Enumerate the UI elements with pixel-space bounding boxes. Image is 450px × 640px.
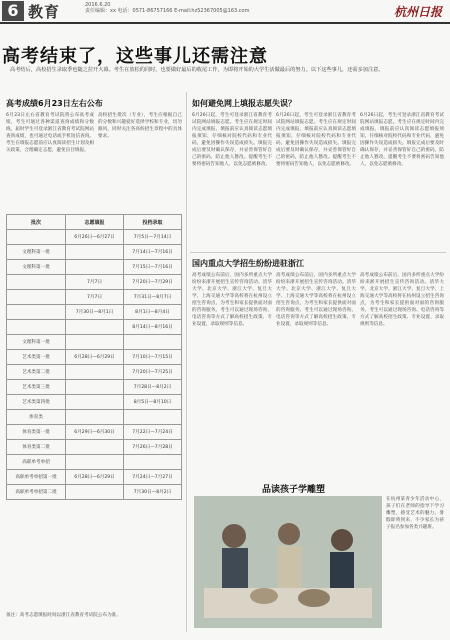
right-top-subtitle: 如何避免网上填报志愿失误？ [192, 99, 296, 108]
table-cell [66, 455, 124, 470]
table-header: 投档录取 [124, 215, 182, 230]
table-cell: 文理科第一批 [7, 335, 66, 350]
table-cell: 8月5日—8月10日 [124, 395, 182, 410]
left-body-2: 高校招生批次（专业），考生应根据自己的分数和兴趣爱好选择学校和专业，切勿跟风，同时关注各高校招生章程中的具体要求。 [98, 113, 182, 139]
editor-line: 责任编辑：xx 电话：0571-86757166 E-mail:hz52367005@163.com [85, 8, 250, 14]
table-row [7, 350, 182, 365]
table-cell [66, 380, 124, 395]
sculpture-photo [194, 496, 382, 628]
table-row [7, 290, 182, 305]
section-rule [190, 252, 446, 253]
table-row [7, 425, 182, 440]
table-cell: 7月28日—8月2日 [124, 380, 182, 395]
header-rule [0, 22, 450, 24]
table-row [7, 485, 182, 500]
table-cell: 7月7日 [66, 275, 124, 290]
table-cell [7, 230, 66, 245]
table-cell [7, 290, 66, 305]
column-divider [186, 92, 187, 632]
table-cell: 体育类第一批 [7, 425, 66, 440]
right-top-body-b: 6月26日起，考生可登录浙江省教育考试院网站填报志愿。考生应在规定时间内完成填报，填报前应认真阅读志愿填报须知，仔细核对院校代码和专业代码，避免因操作失误造成损失。填报完成后要及时确认保存，并妥善保管好自己的密码，防止他人篡改。提醒考生不要将密码告知他人，以免志愿被修改。 [276, 113, 356, 167]
photo-illustration [194, 496, 382, 628]
table-cell [124, 410, 182, 425]
right-middle-body-b: 高考成绩公布前后，国内多所重点大学纷纷来浙开展招生宣传咨询活动。清华大学、北京大学、浙江大学、复旦大学、上海交通大学等高校将在杭州设立招生咨询点，为考生和家长提供面对面的咨询服务。考生可以通过现场咨询、电话咨询等方式了解高校招生政策、专业设置、录取规则等信息。 [276, 273, 356, 327]
right-middle-subtitle: 国内重点大学招生纷纷进驻浙江 [192, 259, 304, 268]
table-cell [124, 335, 182, 350]
table-row [7, 335, 182, 350]
page-number: 6 [2, 1, 24, 21]
table-row [7, 410, 182, 425]
table-cell [66, 440, 124, 455]
table-cell: 6月28日—6月29日 [66, 350, 124, 365]
table-row [7, 245, 182, 260]
table-cell: 体育类第二批 [7, 440, 66, 455]
table-cell: 7月26日—7月28日 [124, 440, 182, 455]
lead-paragraph: 高考结后，高校招生录取季也随之拉开大幕。考生在放松的同时，也要做好最后的收尾工作，为即将开始的大学生活做最后的努力。以下这些事儿，还需多加注意。 [10, 67, 384, 73]
table-cell [66, 320, 124, 335]
photo-headline: 品读孩子学雕塑 [262, 485, 326, 495]
table-cell [66, 335, 124, 350]
table-cell: 7月15日—7月16日 [124, 260, 182, 275]
table-cell: 7月30日—8月1日 [66, 305, 124, 320]
table-cell: 7月5日—7月14日 [124, 230, 182, 245]
table-header: 志愿填报 [66, 215, 124, 230]
right-middle-body-a: 高考成绩公布前后，国内多所重点大学纷纷来浙开展招生宣传咨询活动。清华大学、北京大学、浙江大学、复旦大学、上海交通大学等高校将在杭州设立招生咨询点，为考生和家长提供面对面的咨询服务。考生可以通过现场咨询、电话咨询等方式了解高校招生政策、专业设置、录取规则等信息。 [192, 273, 272, 327]
table-cell: 7月10日—7月15日 [124, 350, 182, 365]
table-cell: 6月28日—6月29日 [66, 470, 124, 485]
table-cell [66, 365, 124, 380]
table-row [7, 440, 182, 455]
table-cell: 7月24日—7月27日 [124, 470, 182, 485]
right-middle-body-c: 高考成绩公布前后，国内多所重点大学纷纷来浙开展招生宣传咨询活动。清华大学、北京大学、浙江大学、复旦大学、上海交通大学等高校将在杭州设立招生咨询点，为考生和家长提供面对面的咨询服务。考生可以通过现场咨询、电话咨询等方式了解高校招生政策、专业设置、录取规则等信息。 [360, 273, 444, 327]
table-row [7, 275, 182, 290]
table-footnote: 备注：高考志愿填报时间以浙江省教育考试院公布为准。 [6, 613, 121, 618]
table-cell: 高职单考单招第二批 [7, 485, 66, 500]
table-cell: 艺术类第二批 [7, 365, 66, 380]
table-row [7, 470, 182, 485]
header-info [85, 2, 250, 14]
table-header-row [7, 215, 182, 230]
table-cell [7, 305, 66, 320]
table-cell: 7月31日—8月7日 [124, 290, 182, 305]
table-cell [66, 260, 124, 275]
table-cell [66, 485, 124, 500]
right-top-body-a: 6月26日起，考生可登录浙江省教育考试院网站填报志愿。考生应在规定时间内完成填报，填报前应认真阅读志愿填报须知，仔细核对院校代码和专业代码，避免因操作失误造成损失。填报完成后要及时确认保存，并妥善保管好自己的密码，防止他人篡改。提醒考生不要将密码告知他人，以免志愿被修改。 [192, 113, 272, 167]
left-subtitle: 高考成绩6月23日左右公布 [6, 99, 103, 108]
table-row [7, 305, 182, 320]
table-cell: 高职单考单招 [7, 455, 66, 470]
table-cell: 6月29日—6月30日 [66, 425, 124, 440]
table-cell: 7月20日—7月29日 [124, 275, 182, 290]
table-row [7, 365, 182, 380]
newspaper-brand: 杭州日报 [393, 5, 442, 19]
table-row [7, 320, 182, 335]
table-cell [66, 410, 124, 425]
table-cell: 艺术类第一批 [7, 350, 66, 365]
table-cell: 文理科第一批 [7, 260, 66, 275]
table-row [7, 395, 182, 410]
main-title: 高考结束了，这些事儿还需注意 [2, 46, 268, 67]
table-row [7, 260, 182, 275]
photo-text: 在杭州某青少年活动中心，孩子们在老师的指导下学习雕塑，感受艺术的魅力。暑假即将到来，不少家长为孩子报名参加各类兴趣班。 [386, 497, 444, 530]
table-row [7, 230, 182, 245]
table-cell: 6月26日—6月27日 [66, 230, 124, 245]
table-cell: 8月1日—8月4日 [124, 305, 182, 320]
table-cell: 7月22日—7月24日 [124, 425, 182, 440]
table-cell: 文理科第一批 [7, 245, 66, 260]
table-header: 批次 [7, 215, 66, 230]
table-row [7, 455, 182, 470]
table-cell [124, 455, 182, 470]
section-title: 教育 [28, 3, 61, 21]
date-line: 2016.6.20 [85, 2, 111, 8]
table-cell: 体育类 [7, 410, 66, 425]
table-cell [66, 395, 124, 410]
table-cell: 艺术类第三批 [7, 380, 66, 395]
table-cell: 高职单考单招第一批 [7, 470, 66, 485]
table-cell: 7月20日—7月25日 [124, 365, 182, 380]
table-cell: 7月14日—7月16日 [124, 245, 182, 260]
right-top-body-c: 6月26日起，考生可登录浙江省教育考试院网站填报志愿。考生应在规定时间内完成填报，填报前应认真阅读志愿填报须知，仔细核对院校代码和专业代码，避免因操作失误造成损失。填报完成后要及时确认保存，并妥善保管好自己的密码，防止他人篡改。提醒考生不要将密码告知他人，以免志愿被修改。 [360, 113, 444, 167]
table-cell: 7月7日 [66, 290, 124, 305]
table-cell [66, 245, 124, 260]
table-cell [7, 320, 66, 335]
table-row [7, 380, 182, 395]
table-cell: 8月14日—8月16日 [124, 320, 182, 335]
table-cell [7, 275, 66, 290]
schedule-table [6, 214, 182, 500]
page-header [0, 0, 450, 22]
table-cell: 艺术类第四批 [7, 395, 66, 410]
left-body: 6月23日左右省教育考试院将公布高考成绩，考生可通过各种渠道查询成绩和分数线，届时学生可登录浙江省教育考试院网站查询成绩，也可通过电话或手机短信查询。考生在填报志愿前应认真阅读招生计划及相关政策，合理确定志愿，避免盲目填报。 [6, 113, 94, 153]
table-cell: 7月30日—8月2日 [124, 485, 182, 500]
